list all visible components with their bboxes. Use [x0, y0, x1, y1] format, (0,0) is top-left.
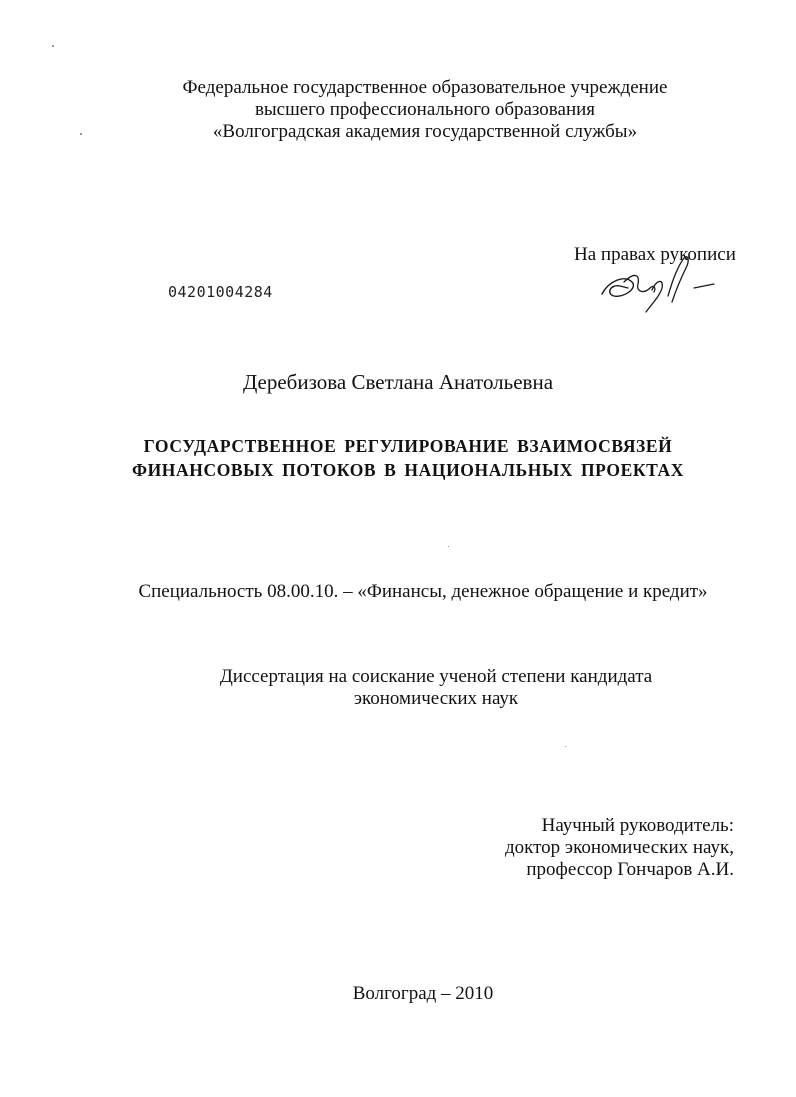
handwritten-signature — [594, 252, 724, 318]
degree-line-1: Диссертация на соискание ученой степени кандидата — [219, 666, 653, 687]
scan-speck — [448, 546, 449, 547]
title-line-2: ФИНАНСОВЫХ ПОТОКОВ В НАЦИОНАЛЬНЫХ ПРОЕКТАХ — [131, 460, 685, 480]
scan-speck — [52, 45, 54, 47]
institution-line-3: «Волгоградская академия государственной службы» — [212, 121, 638, 142]
advisor-line-2: доктор экономических наук, — [504, 837, 734, 858]
advisor-line-1: Научный руководитель: — [541, 815, 734, 836]
institution-line-1: Федеральное государственное образовательное учреждение — [182, 77, 668, 98]
scientific-advisor — [505, 815, 734, 881]
city-year: Волгоград – 2010 — [352, 983, 494, 1004]
advisor-line-3: профессор Гончаров А.И. — [526, 859, 734, 880]
document-code: 04201004284 — [168, 283, 273, 301]
author-name: Деребизова Светлана Анатольевна — [242, 370, 554, 394]
institution-line-2: высшего профессионального образования — [254, 99, 596, 120]
specialty-line: Специальность 08.00.10. – «Финансы, денежное обращение и кредит» — [138, 581, 708, 602]
manuscript-note: На правах рукописи — [574, 244, 736, 265]
scan-speck — [565, 746, 566, 747]
scan-speck — [80, 133, 82, 135]
degree-statement — [166, 666, 706, 710]
degree-line-2: экономических наук — [353, 688, 519, 709]
title-line-1: ГОСУДАРСТВЕННОЕ РЕГУЛИРОВАНИЕ ВЗАИМОСВЯЗЕЙ — [143, 436, 673, 456]
institution-header — [130, 77, 720, 143]
dissertation-title — [60, 434, 756, 482]
